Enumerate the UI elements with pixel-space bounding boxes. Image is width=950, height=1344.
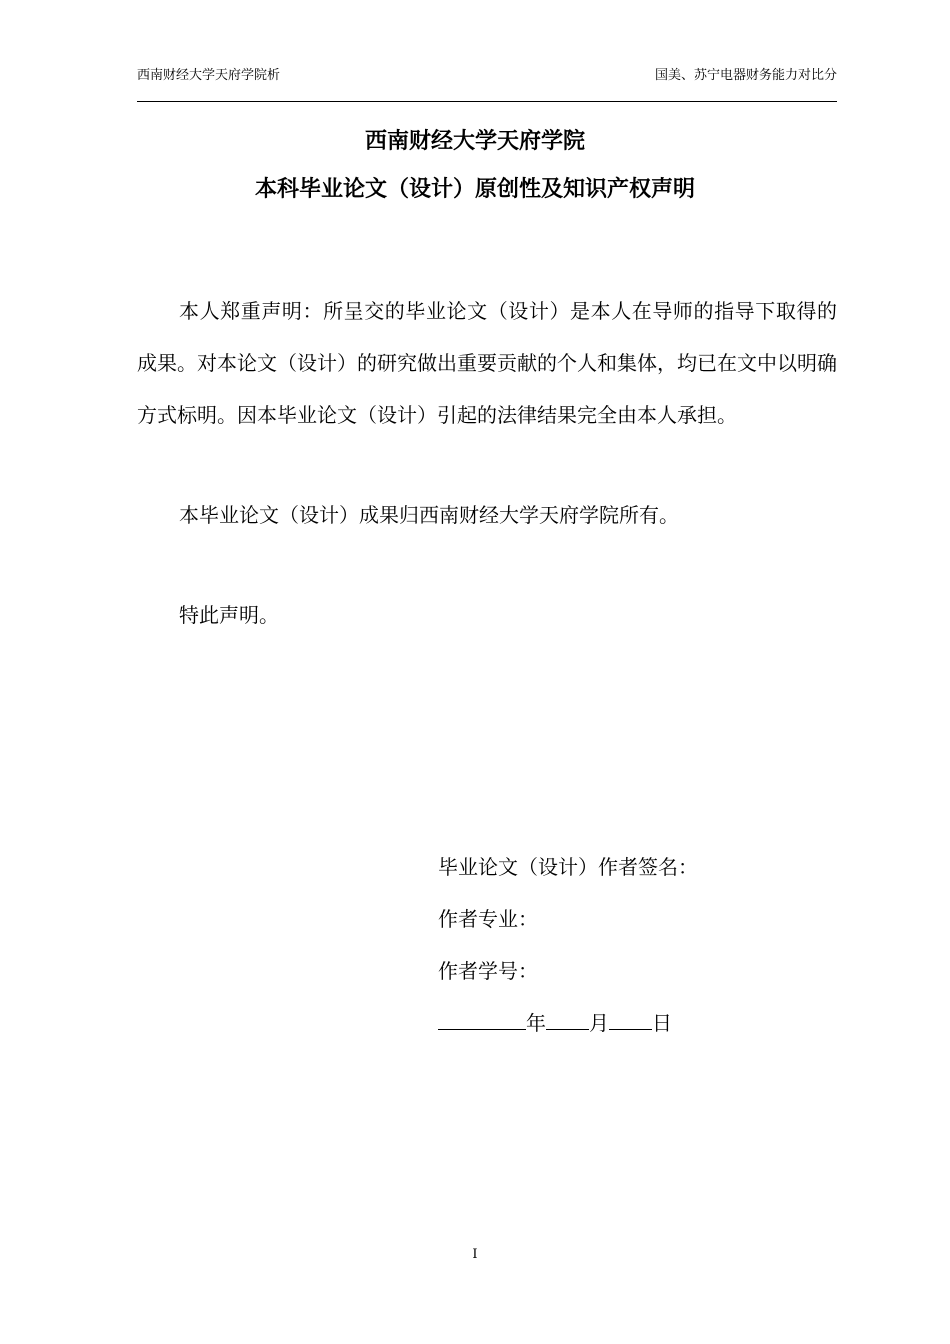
year-label: 年 <box>526 1011 546 1035</box>
signature-block <box>438 841 818 1049</box>
year-blank[interactable] <box>438 1007 526 1030</box>
month-blank[interactable] <box>546 1007 589 1030</box>
closing-statement: 特此声明。 <box>179 603 279 627</box>
author-signature-label: 毕业论文（设计）作者签名： <box>438 855 698 879</box>
page-header <box>137 67 837 101</box>
month-label: 月 <box>589 1011 609 1035</box>
author-student-id-label: 作者学号： <box>438 959 538 983</box>
header-divider <box>137 101 837 102</box>
page-number: I <box>472 1247 478 1262</box>
document-title-institution: 西南财经大学天府学院 <box>364 129 585 154</box>
day-blank[interactable] <box>609 1007 652 1030</box>
author-major-label: 作者专业： <box>438 907 538 931</box>
date-line <box>438 997 818 1049</box>
declaration-paragraph: 本人郑重声明：所呈交的毕业论文（设计）是本人在导师的指导下取得的成果。对本论文（设计）的研究做出重要贡献的个人和集体，均已在文中以明确方式标明。因本毕业论文（设计）引起的法律结果完全由本人承担。 <box>137 299 837 427</box>
day-label: 日 <box>652 1011 672 1035</box>
document-title-declaration: 本科毕业论文（设计）原创性及知识产权声明 <box>254 177 695 202</box>
header-right-text: 国美、苏宁电器财务能力对比分 <box>654 68 837 83</box>
header-left-text: 西南财经大学天府学院析 <box>137 68 281 83</box>
ownership-paragraph: 本毕业论文（设计）成果归西南财经大学天府学院所有。 <box>179 503 679 527</box>
